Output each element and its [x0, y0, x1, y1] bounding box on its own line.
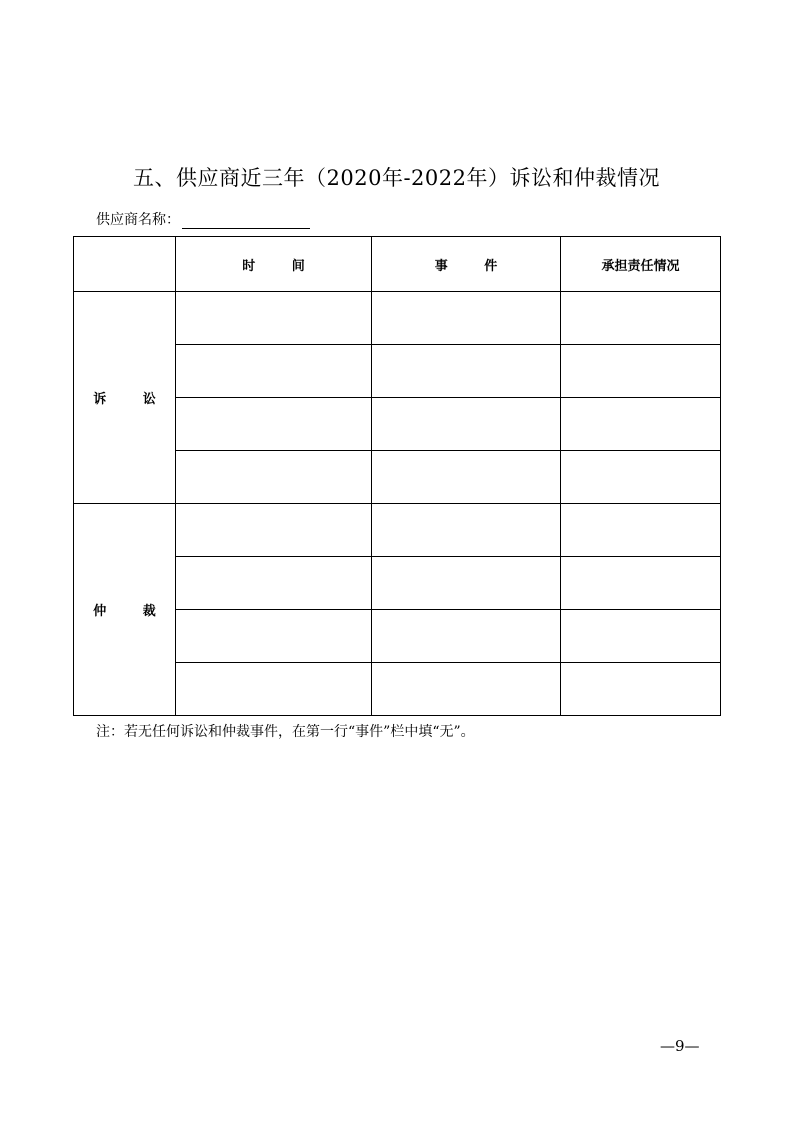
table-cell[interactable]	[372, 398, 561, 451]
header-cell-blank	[74, 237, 176, 292]
header-cell-event	[372, 237, 561, 292]
table-row	[74, 292, 721, 345]
table-cell[interactable]	[561, 292, 721, 345]
supplier-name-blank	[182, 214, 310, 229]
table-cell[interactable]	[372, 663, 561, 716]
page-title: 五、供应商近三年（2020年-2022年）诉讼和仲裁情况	[133, 166, 660, 190]
litigation-label: 诉 讼	[93, 392, 172, 407]
header-event-label: 事 件	[434, 258, 514, 274]
table-cell[interactable]	[176, 663, 372, 716]
table-cell[interactable]	[372, 504, 561, 557]
table-cell[interactable]	[561, 557, 721, 610]
table-cell[interactable]	[176, 345, 372, 398]
supplier-name-row	[96, 209, 310, 229]
header-cell-responsibility: 承担责任情况	[561, 237, 721, 292]
table-cell[interactable]	[561, 398, 721, 451]
table-cell[interactable]	[561, 504, 721, 557]
table-row	[74, 504, 721, 557]
table-cell[interactable]	[561, 610, 721, 663]
page-number: —9—	[660, 1037, 700, 1055]
litigation-table	[73, 236, 721, 716]
supplier-name-label: 供应商名称：	[96, 212, 180, 228]
table-cell[interactable]	[372, 557, 561, 610]
table-cell[interactable]	[372, 292, 561, 345]
group-label-arbitration	[74, 504, 176, 716]
footnote: 注：若无任何诉讼和仲裁事件，在第一行“事件”栏中填“无”。	[96, 724, 475, 740]
table-cell[interactable]	[561, 663, 721, 716]
table-cell[interactable]	[372, 451, 561, 504]
table-cell[interactable]	[176, 557, 372, 610]
table-cell[interactable]	[372, 345, 561, 398]
table-cell[interactable]	[176, 451, 372, 504]
header-cell-time	[176, 237, 372, 292]
table-cell[interactable]	[176, 504, 372, 557]
table-cell[interactable]	[176, 292, 372, 345]
arbitration-label: 仲 裁	[93, 604, 172, 619]
header-time-label: 时 间	[242, 258, 321, 274]
group-label-litigation	[74, 292, 176, 504]
table-cell[interactable]	[176, 398, 372, 451]
table-cell[interactable]	[561, 451, 721, 504]
table-cell[interactable]	[176, 610, 372, 663]
table-cell[interactable]	[372, 610, 561, 663]
header-row	[74, 237, 721, 292]
table-cell[interactable]	[561, 345, 721, 398]
